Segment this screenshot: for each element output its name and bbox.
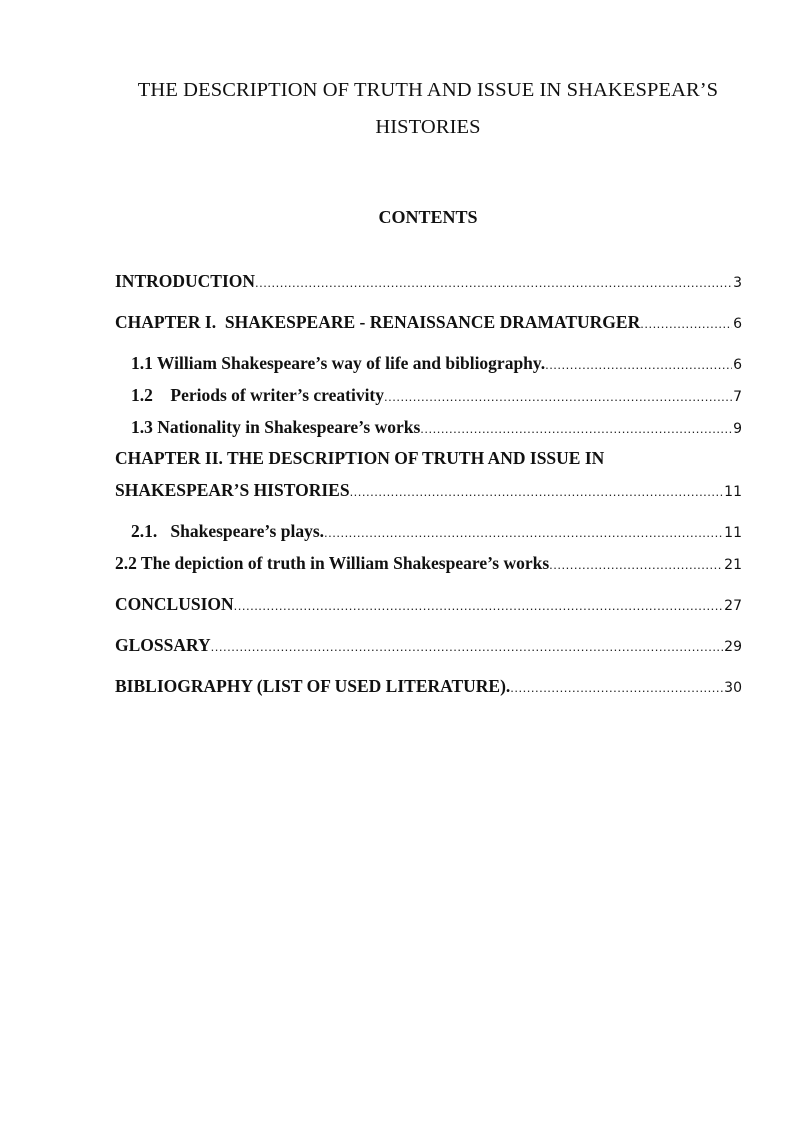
toc-entry-label: 1.2 Periods of writer’s creativity [131, 385, 385, 405]
toc-entry-label: CHAPTER I. SHAKESPEARE - RENAISSANCE DRAMATURGER [115, 312, 641, 332]
toc-entry-label: 2.1. Shakespeare’s plays. [131, 521, 325, 541]
toc-entry-glossary[interactable] [115, 635, 742, 656]
toc-entry-section-2-2[interactable] [115, 553, 742, 574]
toc-entry-section-1-3[interactable] [131, 417, 742, 438]
toc-dot-leader [324, 525, 723, 540]
toc-entry-conclusion[interactable] [115, 594, 742, 615]
toc-dot-leader [350, 484, 724, 499]
toc-page-number: 11 [724, 484, 742, 500]
toc-entry-label: 1.1 William Shakespeare’s way of life and bibliography. [131, 353, 546, 373]
contents-heading: CONTENTS [378, 207, 478, 227]
toc-page-number: 9 [733, 421, 742, 437]
toc-page-number: 27 [724, 598, 742, 614]
toc-entry-label: SHAKESPEAR’S HISTORIES [115, 480, 350, 500]
toc-dot-leader [234, 598, 724, 613]
toc-dot-leader [384, 389, 732, 404]
toc-entry-label: 2.2 The depiction of truth in William Shakespeare’s works [115, 553, 550, 573]
toc-dot-leader [549, 557, 723, 572]
toc-page-number: 21 [724, 557, 742, 573]
toc-entry-label: BIBLIOGRAPHY (LIST OF USED LITERATURE). [115, 676, 511, 696]
toc-dot-leader [211, 639, 724, 654]
toc-entry-chapter-2[interactable] [115, 480, 742, 501]
toc-dot-leader [510, 680, 723, 695]
toc-dot-leader [420, 421, 732, 436]
toc-entry-chapter-1[interactable] [115, 312, 742, 333]
toc-entry-label: GLOSSARY [115, 635, 211, 655]
toc-page-number: 6 [733, 316, 742, 332]
toc-entry-label: CONCLUSION [115, 594, 234, 614]
toc-page-number: 30 [724, 680, 742, 696]
toc-dot-leader [255, 275, 732, 290]
toc-entry-section-2-1[interactable] [131, 521, 742, 542]
toc-page-number: 6 [733, 357, 742, 373]
toc-entry-chapter-2-line-1[interactable]: CHAPTER II. THE DESCRIPTION OF TRUTH AND ISSUE IN [115, 448, 605, 468]
toc-entry-label: 1.3 Nationality in Shakespeare’s works [131, 417, 421, 437]
toc-page-number: 29 [724, 639, 742, 655]
toc-page-number: 11 [724, 525, 742, 541]
document-title: THE DESCRIPTION OF TRUTH AND ISSUE IN SHAKESPEAR’S HISTORIES [137, 79, 719, 138]
toc-entry-label: INTRODUCTION [115, 271, 256, 291]
toc-entry-section-1-2[interactable] [131, 385, 742, 406]
toc-dot-leader [640, 316, 732, 331]
toc-entry-introduction[interactable] [115, 271, 742, 292]
toc-page-number: 3 [733, 275, 742, 291]
toc-entry-bibliography[interactable] [115, 676, 742, 697]
toc-entry-section-1-1[interactable] [131, 353, 742, 374]
toc-page-number: 7 [733, 389, 742, 405]
toc-dot-leader [545, 357, 732, 372]
